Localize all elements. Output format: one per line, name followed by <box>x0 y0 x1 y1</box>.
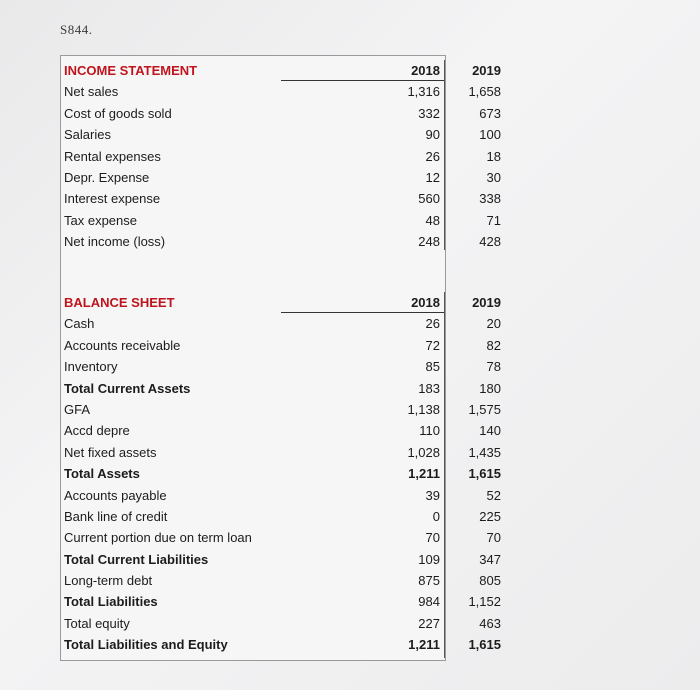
table-row: Total Liabilities and Equity 1,211 1,615 <box>64 637 501 653</box>
balance-header-rule <box>281 312 445 313</box>
table-row: Accounts receivable 72 82 <box>64 337 501 353</box>
balance-header-row <box>61 292 501 313</box>
table-row: Current portion due on term loan 70 70 <box>64 530 501 546</box>
table-row: Accounts payable 39 52 <box>64 487 501 503</box>
balance-year-2018: 2018 <box>411 295 440 310</box>
income-year-2019: 2019 <box>472 63 501 78</box>
balance-sheet-heading: BALANCE SHEET <box>64 295 175 310</box>
problem-number: S844. <box>60 22 93 37</box>
table-row: Total Current Assets 183 180 <box>64 380 501 396</box>
table-row: Depr. Expense 12 30 <box>64 169 501 185</box>
balance-sheet-section <box>61 292 501 656</box>
table-row: Accd depre 110 140 <box>64 423 501 439</box>
financial-statements-table <box>60 55 501 661</box>
table-row: Total Liabilities 984 1,152 <box>64 594 501 610</box>
table-row: Total Assets 1,211 1,615 <box>64 466 501 482</box>
income-statement-heading: INCOME STATEMENT <box>64 63 198 78</box>
table-row: Cash 26 20 <box>64 316 501 332</box>
income-right-border <box>444 60 445 250</box>
balance-right-border <box>444 292 445 658</box>
table-row: Bank line of credit 0 225 <box>64 508 501 524</box>
income-year-2018: 2018 <box>411 63 440 78</box>
table-row: Salaries 90 100 <box>64 127 501 143</box>
table-row: Net fixed assets 1,028 1,435 <box>64 444 501 460</box>
income-header-rule <box>281 80 445 81</box>
income-header-row <box>61 60 501 81</box>
table-row: Net sales 1,316 1,658 <box>64 84 501 100</box>
balance-year-2019: 2019 <box>472 295 501 310</box>
table-row: Inventory 85 78 <box>64 359 501 375</box>
table-row: Net income (loss) 248 428 <box>64 234 501 250</box>
table-row: Total Current Liabilities 109 347 <box>64 551 501 567</box>
income-statement-section <box>61 60 501 253</box>
table-row: Tax expense 48 71 <box>64 212 501 228</box>
table-row: Rental expenses 26 18 <box>64 148 501 164</box>
table-row: Total equity 227 463 <box>64 615 501 631</box>
table-row: GFA 1,138 1,575 <box>64 401 501 417</box>
table-row: Long-term debt 875 805 <box>64 573 501 589</box>
table-row: Cost of goods sold 332 673 <box>64 105 501 121</box>
table-row: Interest expense 560 338 <box>64 191 501 207</box>
